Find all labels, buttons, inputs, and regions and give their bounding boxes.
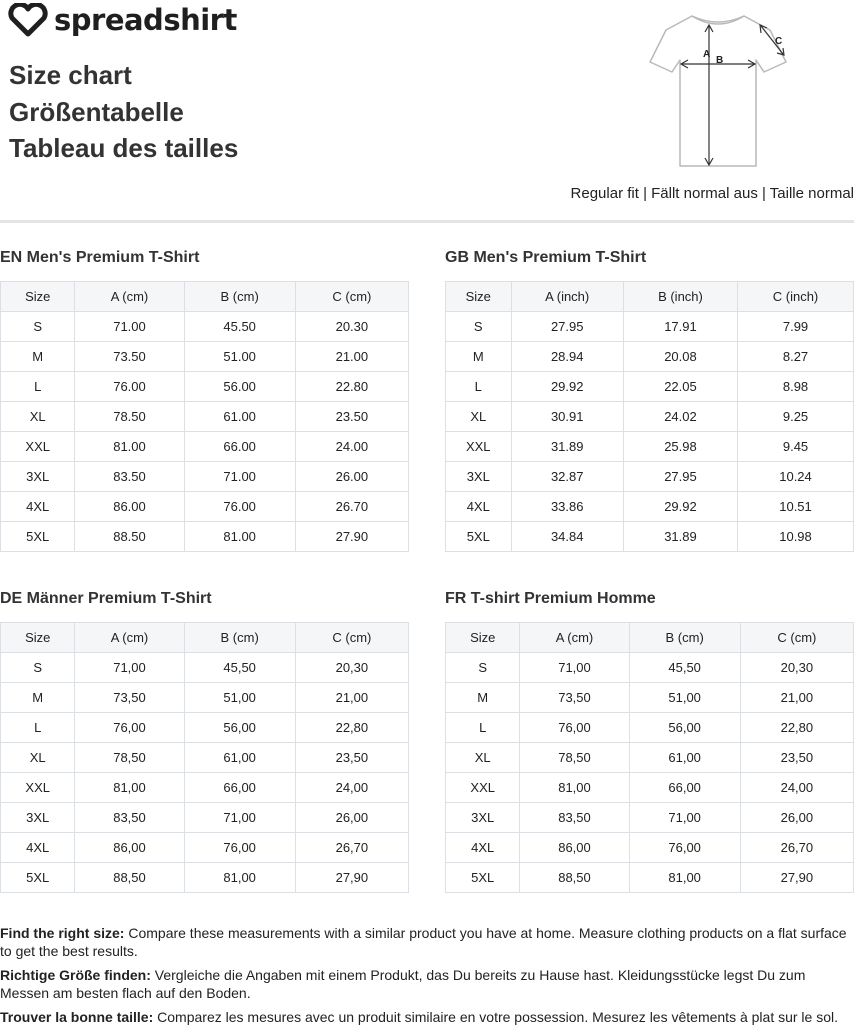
table-row (446, 342, 854, 372)
size-cell: M (1, 342, 75, 372)
measurement-cell: 27.95 (623, 462, 737, 492)
measurement-cell: 51.00 (184, 342, 295, 372)
measurement-cell: 23.50 (295, 402, 408, 432)
table-row (446, 773, 854, 803)
size-cell: 4XL (1, 833, 75, 863)
measurement-cell: 81,00 (520, 773, 629, 803)
measurement-cell: 29.92 (511, 372, 623, 402)
size-cell: L (446, 713, 520, 743)
measurement-cell: 7.99 (738, 312, 854, 342)
table-row (1, 372, 409, 402)
measurement-cell: 24,00 (295, 773, 408, 803)
size-cell: S (446, 312, 512, 342)
measurement-cell: 26,00 (295, 803, 408, 833)
measurement-cell: 61,00 (184, 743, 295, 773)
measurement-cell: 71.00 (75, 312, 184, 342)
measurement-cell: 86,00 (75, 833, 184, 863)
column-header: A (inch) (511, 282, 623, 312)
measurement-cell: 51,00 (629, 683, 740, 713)
title-de: Größentabelle (9, 96, 184, 127)
measurement-cell: 76,00 (520, 713, 629, 743)
column-header: A (cm) (75, 623, 184, 653)
table-row (1, 492, 409, 522)
measurement-cell: 21,00 (295, 683, 408, 713)
measurement-cell: 32.87 (511, 462, 623, 492)
measurement-cell: 73.50 (75, 342, 184, 372)
measurement-cell: 86,00 (520, 833, 629, 863)
heart-logo-icon (8, 3, 48, 37)
table-row (446, 312, 854, 342)
measurement-cell: 27,90 (740, 863, 853, 893)
measurement-cell: 83,50 (75, 803, 184, 833)
measurement-cell: 20.30 (295, 312, 408, 342)
measurement-cell: 71,00 (75, 653, 184, 683)
measurement-cell: 9.25 (738, 402, 854, 432)
table-row (446, 743, 854, 773)
measurement-cell: 26,70 (295, 833, 408, 863)
measurement-cell: 71,00 (520, 653, 629, 683)
measurement-cell: 10.98 (738, 522, 854, 552)
table-row (1, 773, 409, 803)
column-header: C (cm) (295, 282, 408, 312)
measurement-cell: 24,00 (740, 773, 853, 803)
measurement-cell: 31.89 (511, 432, 623, 462)
note-label: Richtige Größe finden: (0, 967, 151, 983)
table-row (1, 863, 409, 893)
measurement-cell: 71,00 (184, 803, 295, 833)
measurement-cell: 23,50 (295, 743, 408, 773)
column-header: Size (1, 282, 75, 312)
measurement-cell: 61.00 (184, 402, 295, 432)
size-cell: L (446, 372, 512, 402)
measurement-cell: 22.80 (295, 372, 408, 402)
note-label: Trouver la bonne taille: (0, 1009, 154, 1025)
table-row (1, 653, 409, 683)
size-cell: 4XL (446, 492, 512, 522)
table-row (1, 312, 409, 342)
size-cell: S (446, 653, 520, 683)
size-cell: 5XL (1, 522, 75, 552)
size-cell: 4XL (446, 833, 520, 863)
measurement-cell: 71,00 (629, 803, 740, 833)
measurement-cell: 56,00 (629, 713, 740, 743)
measurement-cell: 29.92 (623, 492, 737, 522)
spreadshirt-logo (8, 2, 237, 38)
size-cell: 3XL (1, 462, 75, 492)
fit-description: Regular fit | Fällt normal aus | Taille normal (570, 185, 854, 202)
column-header: Size (446, 623, 520, 653)
measurement-cell: 88,50 (75, 863, 184, 893)
measurement-cell: 30.91 (511, 402, 623, 432)
table-row (446, 713, 854, 743)
table-row (446, 432, 854, 462)
size-cell: S (1, 653, 75, 683)
table-row (446, 803, 854, 833)
column-header: Size (446, 282, 512, 312)
size-table-en (0, 281, 409, 552)
table-row (1, 683, 409, 713)
table-row (446, 683, 854, 713)
measurement-cell: 26,00 (740, 803, 853, 833)
table-row (446, 863, 854, 893)
size-cell: XXL (1, 432, 75, 462)
measurement-cell: 81,00 (184, 863, 295, 893)
measurement-cell: 71.00 (184, 462, 295, 492)
measurement-cell: 8.27 (738, 342, 854, 372)
size-table-gb (445, 281, 854, 552)
size-cell: 5XL (446, 522, 512, 552)
title-en: Size chart (9, 60, 132, 90)
measurement-cell: 45.50 (184, 312, 295, 342)
table-row (446, 492, 854, 522)
measurement-cell: 73,50 (75, 683, 184, 713)
table-header-row (446, 623, 854, 653)
measurement-cell: 81,00 (75, 773, 184, 803)
measurement-cell: 86.00 (75, 492, 184, 522)
size-cell: XXL (446, 432, 512, 462)
header-divider (0, 220, 854, 223)
size-cell: XL (1, 743, 75, 773)
note-fr (0, 1008, 854, 1026)
table-row (1, 713, 409, 743)
size-cell: L (1, 713, 75, 743)
size-cell: 3XL (446, 803, 520, 833)
table-title-de: DE Männer Premium T-Shirt (0, 590, 212, 607)
size-cell: M (1, 683, 75, 713)
size-cell: XL (446, 743, 520, 773)
table-row (446, 833, 854, 863)
measurement-cell: 76,00 (629, 833, 740, 863)
measurement-cell: 56,00 (184, 713, 295, 743)
note-label: Find the right size: (0, 925, 125, 941)
measurement-cell: 76,00 (184, 833, 295, 863)
measurement-cell: 20,30 (740, 653, 853, 683)
measurement-cell: 10.51 (738, 492, 854, 522)
brand-name: spreadshirt (54, 3, 237, 37)
measurement-cell: 45,50 (629, 653, 740, 683)
size-table-de (0, 622, 409, 893)
size-cell: XL (446, 402, 512, 432)
size-cell: L (1, 372, 75, 402)
measurement-cell: 24.02 (623, 402, 737, 432)
measurement-cell: 27,90 (295, 863, 408, 893)
measurement-cell: 17.91 (623, 312, 737, 342)
measurement-cell: 10.24 (738, 462, 854, 492)
measurement-cell: 8.98 (738, 372, 854, 402)
page-titles (9, 57, 238, 167)
table-row (1, 522, 409, 552)
table-header-row (446, 282, 854, 312)
measurement-cell: 66,00 (629, 773, 740, 803)
size-cell: 5XL (1, 863, 75, 893)
measurement-cell: 73,50 (520, 683, 629, 713)
size-cell: S (1, 312, 75, 342)
measurement-cell: 83.50 (75, 462, 184, 492)
table-header-row (1, 623, 409, 653)
measurement-cell: 81.00 (184, 522, 295, 552)
column-header: B (cm) (184, 282, 295, 312)
note-text: Vergleiche die Angaben mit einem Produkt, das Du bereits zu Hause hast. Kleidungsstücke legst Du zum Messen am besten flach auf den Boden. (0, 967, 806, 1001)
measurement-cell: 51,00 (184, 683, 295, 713)
table-title-fr: FR T-shirt Premium Homme (445, 590, 656, 607)
table-title-en: EN Men's Premium T-Shirt (0, 249, 200, 266)
measurement-cell: 66.00 (184, 432, 295, 462)
label-a: A (703, 49, 711, 60)
column-header: C (inch) (738, 282, 854, 312)
measurement-cell: 21.00 (295, 342, 408, 372)
measurement-cell: 76,00 (75, 713, 184, 743)
measurement-cell: 20,30 (295, 653, 408, 683)
measurement-cell: 21,00 (740, 683, 853, 713)
table-row (1, 462, 409, 492)
measurement-cell: 9.45 (738, 432, 854, 462)
measurement-cell: 81.00 (75, 432, 184, 462)
measurement-cell: 76.00 (75, 372, 184, 402)
column-header: B (cm) (184, 623, 295, 653)
size-cell: XL (1, 402, 75, 432)
title-fr: Tableau des tailles (9, 133, 239, 163)
measurement-cell: 34.84 (511, 522, 623, 552)
measurement-cell: 26.70 (295, 492, 408, 522)
column-header: B (cm) (629, 623, 740, 653)
measurement-cell: 25.98 (623, 432, 737, 462)
table-row (446, 402, 854, 432)
label-c: C (775, 36, 783, 47)
measurement-cell: 83,50 (520, 803, 629, 833)
measurement-cell: 45,50 (184, 653, 295, 683)
measurement-cell: 26.00 (295, 462, 408, 492)
column-header: C (cm) (740, 623, 853, 653)
note-text: Comparez les mesures avec un produit similaire en votre possession. Mesurez les vêtements à plat sur le sol. (153, 1009, 839, 1025)
size-cell: M (446, 342, 512, 372)
measurement-cell: 22,80 (740, 713, 853, 743)
measurement-cell: 22.05 (623, 372, 737, 402)
size-cell: 3XL (1, 803, 75, 833)
tshirt-icon (648, 12, 788, 172)
table-row (1, 743, 409, 773)
column-header: C (cm) (295, 623, 408, 653)
table-row (446, 522, 854, 552)
label-b: B (716, 55, 724, 66)
table-row (1, 432, 409, 462)
table-row (446, 462, 854, 492)
measurement-cell: 66,00 (184, 773, 295, 803)
size-notes (0, 924, 854, 1032)
measurement-cell: 28.94 (511, 342, 623, 372)
measurement-cell: 78.50 (75, 402, 184, 432)
measurement-cell: 24.00 (295, 432, 408, 462)
table-row (446, 372, 854, 402)
table-row (446, 653, 854, 683)
table-row (1, 402, 409, 432)
column-header: A (cm) (75, 282, 184, 312)
table-row (1, 342, 409, 372)
measurement-cell: 76.00 (184, 492, 295, 522)
note-de (0, 966, 854, 1002)
measurement-cell: 61,00 (629, 743, 740, 773)
size-table-fr (445, 622, 854, 893)
measurement-cell: 27.90 (295, 522, 408, 552)
measurement-cell: 26,70 (740, 833, 853, 863)
size-cell: 5XL (446, 863, 520, 893)
size-cell: M (446, 683, 520, 713)
size-cell: XXL (446, 773, 520, 803)
measurement-cell: 88,50 (520, 863, 629, 893)
measurement-cell: 88.50 (75, 522, 184, 552)
measurement-cell: 27.95 (511, 312, 623, 342)
note-text: Compare these measurements with a similar product you have at home. Measure clothing products on a flat surface to get the best results. (0, 925, 847, 959)
measurement-cell: 78,50 (75, 743, 184, 773)
measurement-cell: 81,00 (629, 863, 740, 893)
column-header: Size (1, 623, 75, 653)
table-header-row (1, 282, 409, 312)
measurement-cell: 23,50 (740, 743, 853, 773)
size-cell: 4XL (1, 492, 75, 522)
column-header: B (inch) (623, 282, 737, 312)
table-row (1, 803, 409, 833)
size-cell: XXL (1, 773, 75, 803)
measurement-cell: 22,80 (295, 713, 408, 743)
tshirt-measurement-diagram (648, 12, 788, 177)
measurement-cell: 78,50 (520, 743, 629, 773)
size-cell: 3XL (446, 462, 512, 492)
measurement-cell: 33.86 (511, 492, 623, 522)
note-en (0, 924, 854, 960)
column-header: A (cm) (520, 623, 629, 653)
table-title-gb: GB Men's Premium T-Shirt (445, 249, 647, 266)
measurement-cell: 20.08 (623, 342, 737, 372)
measurement-cell: 56.00 (184, 372, 295, 402)
table-row (1, 833, 409, 863)
measurement-cell: 31.89 (623, 522, 737, 552)
